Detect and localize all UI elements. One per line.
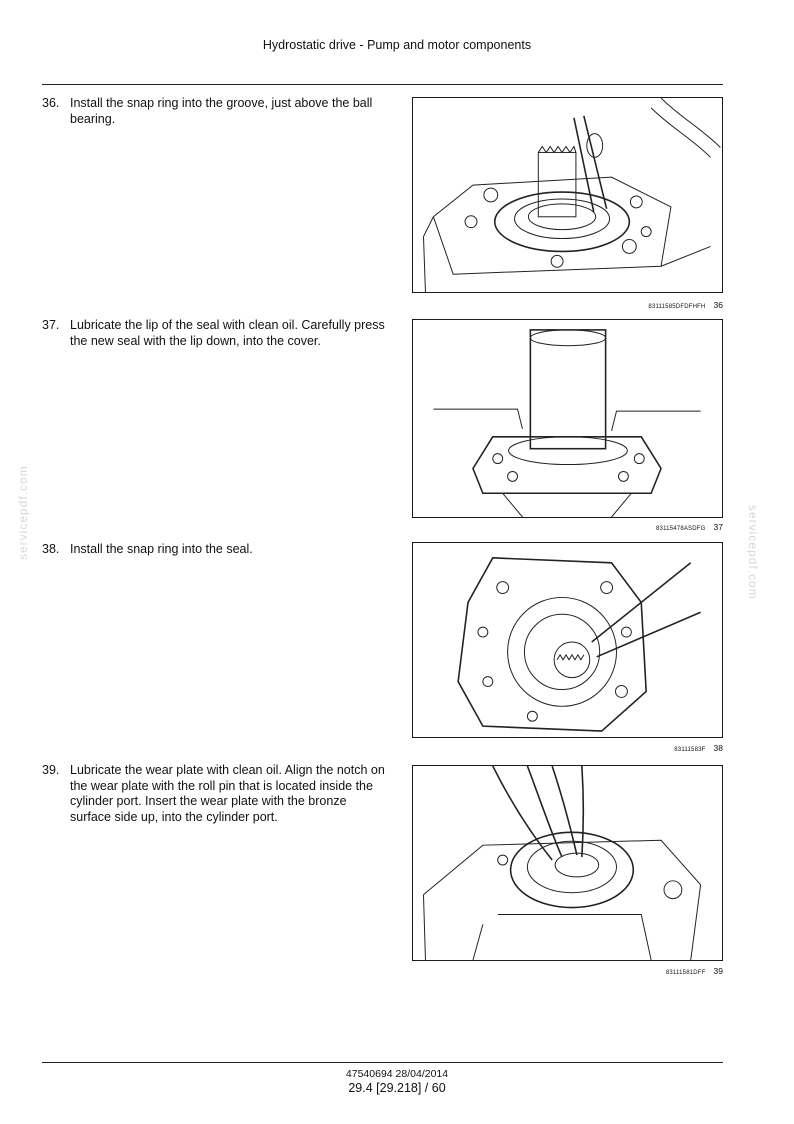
footer-page-number: 29.4 [29.218] / 60 <box>348 1081 446 1095</box>
wear-plate-install-drawing <box>413 766 722 960</box>
figure-37-caption <box>412 522 723 532</box>
step-text: Lubricate the wear plate with clean oil. Align the notch on the wear plate with the roll pin that is located inside the cylinder port. Insert the wear plate with the bronze surface side up, into the cylinder port. <box>70 763 385 824</box>
figure-36-illustration <box>412 97 723 293</box>
footer-doc-ref: 47540694 28/04/2014 <box>345 1068 449 1080</box>
figure-number: 38 <box>713 743 723 753</box>
step-36 <box>42 96 387 127</box>
page-header-title: Hydrostatic drive - Pump and motor components <box>262 38 532 52</box>
footer-rule <box>42 1062 723 1063</box>
figure-39-illustration <box>412 765 723 961</box>
step-39 <box>42 763 387 825</box>
step-number: 37. <box>42 318 60 332</box>
figure-number: 36 <box>713 300 723 310</box>
figure-code: 83115478ASDFG <box>656 526 706 532</box>
header-rule <box>42 84 723 85</box>
figure-38-illustration <box>412 542 723 738</box>
figure-code: 83111581DFF <box>665 970 706 976</box>
snap-ring-install-drawing <box>413 98 722 292</box>
step-text: Install the snap ring into the seal. <box>70 542 253 556</box>
step-38 <box>42 542 387 558</box>
step-number: 38. <box>42 542 60 556</box>
figure-code: 83111583F <box>674 747 706 753</box>
step-number: 39. <box>42 763 60 777</box>
step-text: Lubricate the lip of the seal with clean oil. Carefully press the new seal with the lip down, into the cover. <box>70 318 385 348</box>
watermark-left: servicepdf.com <box>16 465 30 560</box>
step-37 <box>42 318 387 349</box>
figure-code: 83111585DFDFHFH <box>648 304 706 310</box>
seal-snap-ring-drawing <box>413 543 722 737</box>
step-text: Install the snap ring into the groove, just above the ball bearing. <box>70 96 373 126</box>
figure-number: 37 <box>713 522 723 532</box>
figure-38-caption <box>412 743 723 753</box>
seal-press-drawing <box>413 320 722 517</box>
figure-number: 39 <box>713 966 723 976</box>
figure-39-caption <box>412 966 723 976</box>
watermark-right: servicepdf.com <box>746 505 760 600</box>
step-number: 36. <box>42 96 60 110</box>
figure-37-illustration <box>412 319 723 518</box>
figure-36-caption <box>412 300 723 310</box>
